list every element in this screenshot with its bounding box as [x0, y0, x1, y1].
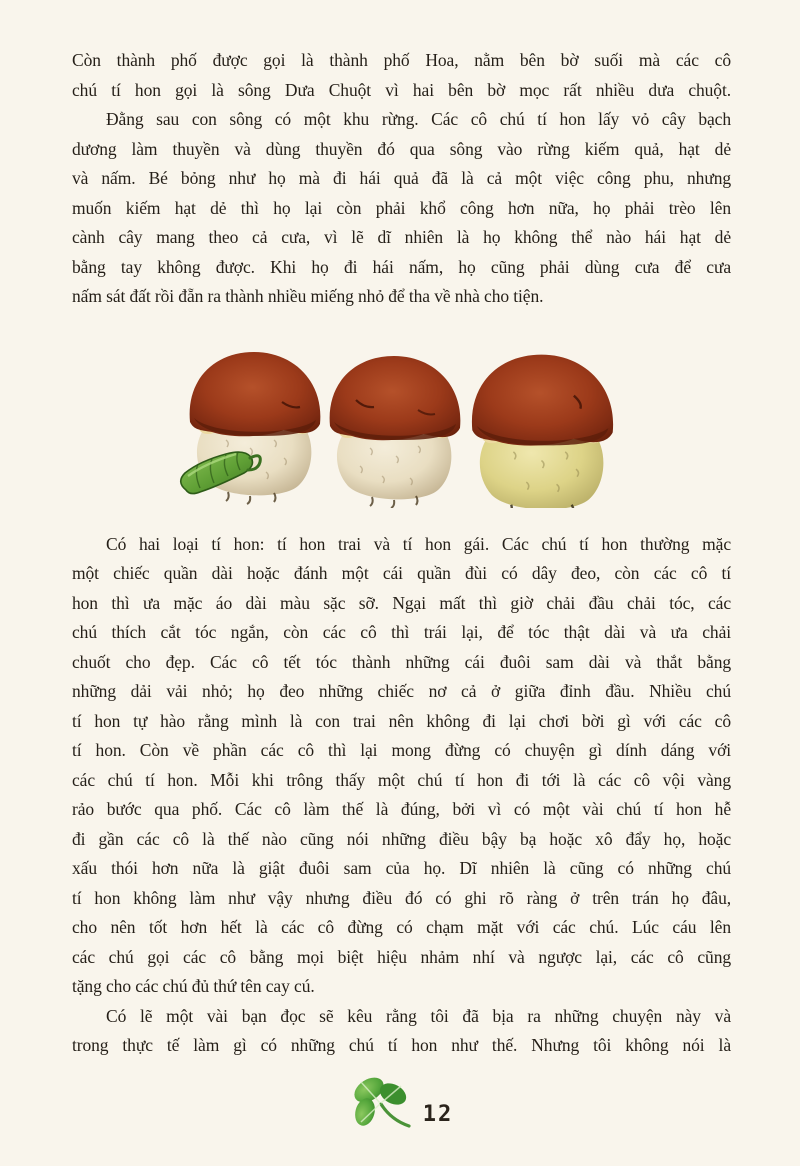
text-line: tí hon. Còn về phần các cô thì lại mong đừng có chuyện gì dính dáng với — [72, 740, 731, 760]
text-line: chú tí hon gọi là sông Dưa Chuột vì hai bên bờ mọc rất nhiều dưa chuột. — [72, 79, 731, 100]
text-line: tí hon không làm như vậy nhưng điều đó có ghi rõ ràng ở trên trán họ đâu, — [72, 887, 731, 908]
text-line: hon thì ưa mặc áo dài màu sặc sỡ. Ngại mất thì giờ chải đầu chải tóc, các — [72, 592, 731, 613]
mushroom-illustration — [176, 342, 628, 508]
text-line: tí hon tự hào rằng mình là con trai nên không đi lại chơi bời gì với các cô — [72, 710, 731, 731]
text-line: một chiếc quần dài hoặc đánh một cái quần đùi có dây đeo, còn các cô tí — [72, 563, 731, 583]
text-section-bottom — [72, 530, 731, 1061]
clover-icon — [347, 1076, 417, 1136]
text-line: Có hai loại tí hon: tí hon trai và tí hon gái. Các chú tí hon thường mặc — [106, 533, 731, 554]
text-line: bằng tay không được. Khi họ đi hái nấm, họ cũng phải dùng cưa để cưa — [72, 256, 731, 277]
text-line: cho nên tốt hơn hết là các cô đừng có chạm mặt với các chú. Lúc cáu lên — [72, 917, 731, 937]
paragraph — [72, 530, 731, 1002]
page-footer — [0, 1076, 800, 1136]
text-line: Đằng sau con sông có một khu rừng. Các cô chú tí hon lấy vỏ cây bạch — [106, 109, 731, 129]
text-line: dương làm thuyền và dùng thuyền đó qua sông vào rừng kiếm quả, hạt dẻ — [72, 138, 731, 159]
text-line: tặng cho các chú đủ thứ tên cay cú. — [72, 976, 315, 996]
text-line: rảo bước qua phố. Các cô làm thế là đúng, bởi vì có một vài chú tí hon hễ — [72, 799, 731, 819]
page-number: 12 — [422, 1102, 454, 1127]
text-line: cành cây mang theo cả cưa, vì lẽ dĩ nhiên là họ không thể nào hái hạt dẻ — [72, 227, 731, 247]
text-section-top — [72, 46, 731, 312]
text-line: chú thích cắt tóc ngắn, còn các cô thì trái lại, để tóc thật dài và ưa chải — [72, 622, 731, 642]
mushroom-2 — [329, 356, 460, 508]
paragraph — [72, 46, 731, 105]
text-line: Có lẽ một vài bạn đọc sẽ kêu rằng tôi đã bịa ra những chuyện này và — [106, 1005, 731, 1026]
text-line: muốn kiếm hạt dẻ thì họ lại còn phải khổ công hơn nữa, họ phải trèo lên — [72, 197, 731, 218]
text-line: và nấm. Bé bỏng như họ mà đi hái quả đã là cả một việc công phu, nhưng — [72, 168, 731, 188]
text-line: đi gần các cô là thế nào cũng nói những điều bậy bạ hoặc xô đẩy họ, hoặc — [72, 828, 731, 849]
paragraph — [72, 1002, 731, 1061]
text-line: các chú gọi các cô bằng mọi biệt hiệu nhảm nhí và ngược lại, các cô cũng — [72, 946, 731, 967]
text-line: nấm sát đất rồi đẵn ra thành nhiều miếng nhỏ để tha về nhà cho tiện. — [72, 286, 544, 306]
text-line: chuốt cho đẹp. Các cô tết tóc thành những cái đuôi sam dài và thắt bằng — [72, 651, 731, 672]
text-line: các chú tí hon. Mỗi khi trông thấy một chú tí hon đi tới là các cô vội vàng — [72, 769, 731, 790]
text-column — [72, 46, 731, 1061]
text-line: Còn thành phố được gọi là thành phố Hoa, nằm bên bờ suối mà các cô — [72, 50, 731, 70]
mushroom-3 — [471, 354, 612, 507]
text-line: xấu thói hơn nữa là giật đuôi sam của họ. Dĩ nhiên là cũng có những chú — [72, 858, 731, 878]
text-line: những dải vải nhỏ; họ đeo những chiếc nơ cả ở giữa đỉnh đầu. Nhiều chú — [72, 681, 731, 701]
text-line: trong thực tế làm gì có những chú tí hon như thế. Nhưng tôi không nói là — [72, 1035, 731, 1055]
paragraph — [72, 105, 731, 312]
illustration-block — [72, 342, 731, 508]
